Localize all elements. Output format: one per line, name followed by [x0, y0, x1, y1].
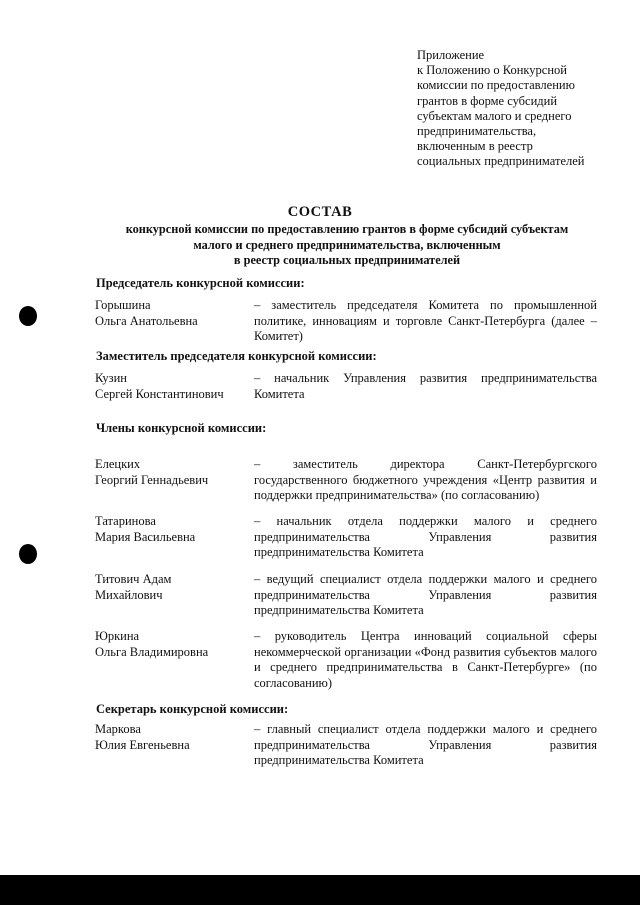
- document-subtitle: конкурсной комиссии по предоставлению грантов в форме субсидий субъектам малого и среднего предпринимательства, включенным в реестр социальных предпринимателей: [125, 222, 569, 267]
- chair-name: Горышина Ольга Анатольевна: [95, 298, 198, 328]
- appendix-note: Приложение к Положению о Конкурсной комиссии по предоставлению грантов в форме субсидий субъектам малого и среднего предпринимательства, включенным в реестр социальных предпринимателей: [417, 48, 585, 169]
- deputy-name: Кузин Сергей Константинович: [95, 371, 224, 401]
- members-heading: Члены конкурсной комиссии:: [96, 421, 267, 435]
- member-role: – заместитель директора Санкт-Петербургского государственного бюджетного учреждения «Центр развития и поддержки предпринимательства» (по согласованию): [254, 457, 597, 502]
- secretary-heading: Секретарь конкурсной комиссии:: [96, 702, 289, 716]
- deputy-role: – начальник Управления развития предпринимательства Комитета: [254, 371, 597, 401]
- scan-bottom-edge: [0, 875, 640, 905]
- chair-heading: Председатель конкурсной комиссии:: [96, 276, 305, 290]
- punch-hole-bottom: [19, 544, 37, 564]
- chair-role: – заместитель председателя Комитета по промышленной политике, инновациям и торговле Санкт-Петербурга (далее – Комитет): [254, 298, 597, 343]
- member-role: – ведущий специалист отдела поддержки малого и среднего предпринимательства Управления развития предпринимательства Комитета: [254, 572, 597, 617]
- member-role: – начальник отдела поддержки малого и среднего предпринимательства Управления развития предпринимательства Комитета: [254, 514, 597, 559]
- document-title: СОСТАВ: [287, 204, 353, 220]
- secretary-role: – главный специалист отдела поддержки малого и среднего предпринимательства Управления развития предпринимательства Комитета: [254, 722, 597, 767]
- member-name: Елецких Георгий Геннадьевич: [95, 457, 209, 487]
- member-role: – руководитель Центра инноваций социальной сферы некоммерческой организации «Фонд развития субъектов малого и среднего предпринимательства в Санкт-Петербурге» (по согласованию): [254, 629, 597, 690]
- member-name: Татаринова Мария Васильевна: [95, 514, 196, 544]
- member-name: Титович Адам Михайлович: [95, 572, 172, 602]
- punch-hole-top: [19, 306, 37, 326]
- secretary-name: Маркова Юлия Евгеньевна: [95, 722, 190, 752]
- member-name: Юркина Ольга Владимировна: [95, 629, 209, 659]
- deputy-heading: Заместитель председателя конкурсной комиссии:: [96, 349, 377, 363]
